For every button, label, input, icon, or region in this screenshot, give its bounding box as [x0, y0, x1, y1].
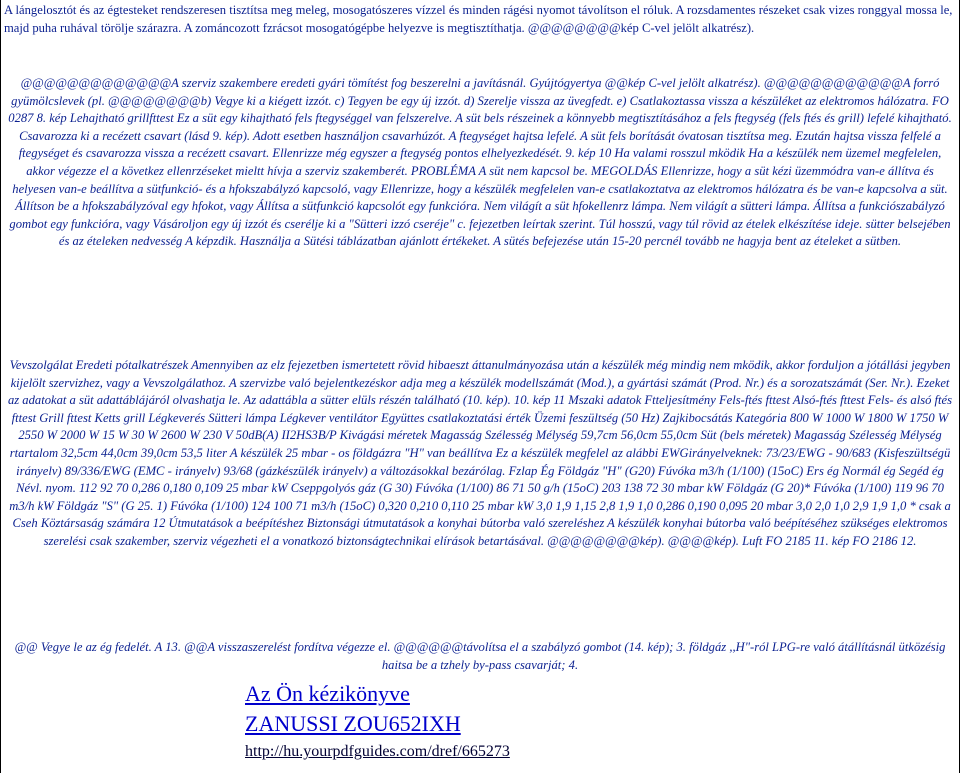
product-name-link[interactable]: ZANUSSI ZOU652IXH — [245, 711, 461, 736]
guide-url-link[interactable]: http://hu.yourpdfguides.com/dref/665273 — [245, 743, 510, 760]
paragraph-technical: Vevszolgálat Eredeti pótalkatrészek Amennyiben az elz fejezetben ismertetett rövid hibaeszt áttanulmányozása után a készülék még mindig nem mködik, akkor forduljon a jótállási jegyben kijelölt szervizhez, vagy a Vevszolgálathoz. A szervizbe való bejelentkezéskor adja meg a készülék modellszámát (Mod.), a gyártási számát (Prod. Nr.) és a sorozatszámát (Ser. Nr.). Ezeket az adatokat a süt adattáblájáról olvashatja le. Az adattábla a sütter elüls részén található (10. kép). 10. kép 11 Mszaki adatok Ftteljesítmény Fels-ftés fttest Alsó-ftés fttest Fels- és alsó ftés fttest Grill fttest Ketts grill Légkeverés Sütteri lámpa Légkever ventilátor Együttes csatlakoztatási érték Üzemi feszültség (50 Hz) Zajkibocsátás Kategória 800 W 1000 W 1800 W 1750 W 2550 W 2000 W 15 W 30 W 2600 W 230 V 50dB(A) II2HS3B/P Kivágási méretek Magasság Szélesség Mélység 59,7cm 56,0cm 55,0cm Süt (bels méretek) Magasság Szélesség Mélység rtartalom 32,5cm 44,0cm 39,0cm 53,5 liter A készülék 25 mbar - os földgázra "H" van beállítva Ez a készülék megfelel az alábbi EWGirányelveknek: 73/23/EWG - 90/683 (Kisfeszültségü irányelv) 89/336/EWG (EMC - irányelv) 93/68 (gázkészülék irányelv) a változásokkal bezárólag. Fzlap Ég Földgáz "H" (G20) Fúvóka m3/h (1/100) (15oC) Ers ég Normál ég Segéd ég Névl. nyom. 112 92 70 0,286 0,180 0,109 25 mbar kW Cseppgolyós gáz (G 30) Fúvóka (1/100) 86 71 50 g/h (15oC) 203 138 72 30 mbar kW Földgáz (G 20)* Fúvóka (1/100) 119 96 70 m3/h kW Földgáz "S" (G 25. 1) Fúvóka (1/100) 124 100 71 m3/h (15oC) 0,320 0,210 0,110 25 mbar kW 3,0 1,9 1,15 2,8 1,9 1,0 0,286 0,190 0,095 20 mbar 3,0 2,0 1,0 2,9 1,9 1,0 * csak a Cseh Köztársaság számára 12 Útmutatások a beépítéshez Biztonsági útmutatások a konyhai bútorba való szereléshez A készülék konyhai bútorba való beépítéséhez szükséges elektromos szerelési csak szakember, szerviz végezheti el a vonatkozó biztonságtechnikai elírások betartásával. @@@@@@@@kép). @@@@kép). Luft FO 2185 11. kép FO 2186 12. — [7, 358, 953, 548]
manual-title-link[interactable]: Az Ön kézikönyve — [245, 681, 410, 706]
guide-footer — [245, 679, 510, 763]
paragraph-conversion: @@ Vegye le az ég fedelét. A 13. @@A visszaszerelést fordítva végezze el. @@@@@@távolítsa el a szabályzó gombot (14. kép); 3. földgáz ,,H"-ról LPG-re való átállításnál ütközésig haitsa be a tzhely by-pass csavarját; 4. — [14, 640, 946, 672]
paragraph-maintenance: @@@@@@@@@@@@@A szerviz szakembere eredeti gyári tömítést fog beszerelni a javításnál. Gyújtógyertya @@kép C-vel jelölt alkatrész). @@@@@@@@@@@@A forró gyümölcslevek (pl. @@@@@@@@b) Vegye ki a kiégett izzót. c) Tegyen be egy új izzót. d) Szerelje vissza az üvegfedt. e) Csatlakoztassa vissza a készüléket az elektromos hálózatra. FO 0287 8. kép Lehajtható grillfttest Ez a süt egy kihajtható fels ftegységgel van felszerelve. A süt bels részeinek a könnyebb megtisztításához a fels ftegység (fels ftés és grill) lefelé kihajtható. Csavarozza ki a recézett csavart (lásd 9. kép). Adott esetben használjon csavarhúzót. A ftegységet hajtsa lefelé. A süt fels borítását óvatosan tisztítsa meg. Ezután hajtsa vissza felfelé a ftegységet és csavarozza vissza a recézett csavart. Ellenrizze még egyszer a ftegység pontos elhelyezkedését. 9. kép 10 Ha valami rosszul mködik Ha a készülék nem üzemel megfelelen, akkor végezze el a következ ellenrzéseket mieltt hívja a szerviz szakemberét. PROBLÉMA A süt nem kapcsol be. MEGOLDÁS Ellenrizze, hogy a süt kézi üzemmódra van-e állítva és helyesen van-e beállítva a sütfunkció- és a hfokszabályzó kapcsoló, vagy Ellenrizze, hogy a készülék megfelelen van-e csatlakoztatva az elektromos hálózatra és be van-e kapcsolva a süt. Állítson be a hfokszabályzóval egy hfokot, vagy Állítsa a sütfunkció kapcsolót egy funkcióra. Nem világít a süt hfokellenrz lámpa. Nem világít a sütteri lámpa. Állítsa a funkciószabályzó gombot egy funkcióra, vagy Vásároljon egy új izzót és cserélje ki a "Sütteri izzó cseréje" c. fejezetben leírtak szerint. Túl hosszú, vagy túl rövid az ételek elkészítése ideje. sütter belsejében és az ételeken nedvesség A képzdik. Használja a Sütési táblázatban ajánlott értékeket. A sütés befejezése után 15-20 percnél tovább ne hagyja bent az ételeket a sütben. — [8, 76, 952, 249]
paragraph-cleaning: A lángelosztót és az égtesteket rendszeresen tisztítsa meg meleg, mosogatószeres vízzel és minden rágési nyomot távolítson el róluk. A rozsdamentes részeket csak vizes ronggyal mossa le, majd puha ruhával törölje szárazra. A zománcozott fzrácsot mosogatógépbe helyezve is megtisztíthatja. @@@@@@@@kép C-vel jelölt alkatrész). — [4, 3, 953, 35]
